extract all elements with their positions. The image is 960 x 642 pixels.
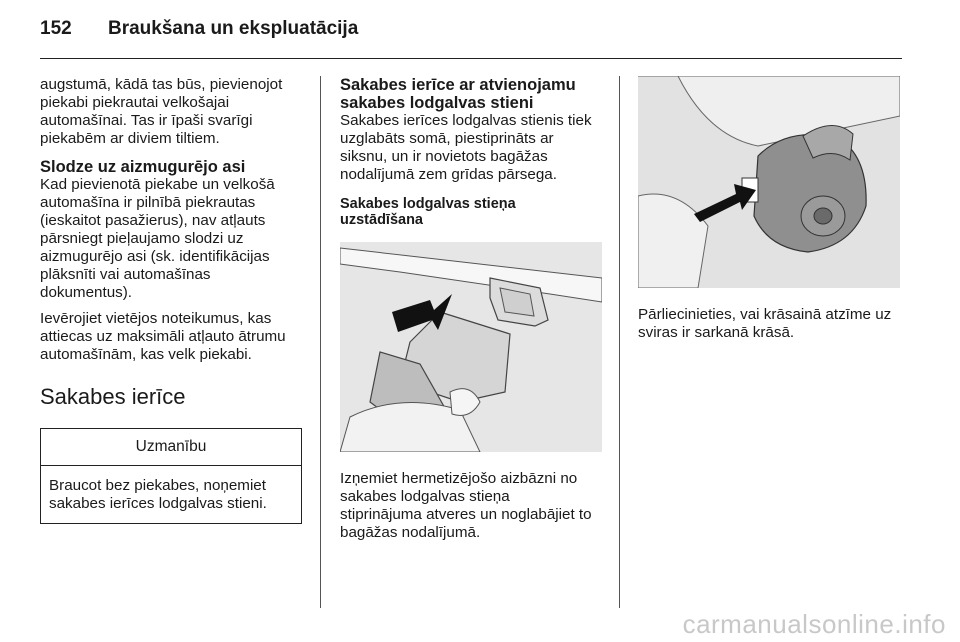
- column-divider: [619, 76, 620, 608]
- warning-text: Braucot bez piekabes, noņemiet sakabes ierīces lodgalvas stieni.: [49, 477, 267, 512]
- heading-detachable-ball-bar: Sakabes ierīce ar atvienojamu sakabes lodgalvas stieni: [340, 76, 576, 112]
- section-title: Sakabes ierīce: [40, 384, 186, 409]
- column-divider: [320, 76, 321, 608]
- figure-caption-remove-plug: Izņemiet hermetizējošo aizbāzni no sakabes lodgalvas stieņa stiprinājuma atveres un noglabājiet to bagāžas nodalījumā.: [340, 470, 592, 541]
- speed-paragraph: Ievērojiet vietējos noteikumus, kas attiecas uz maksimāli atļauto ātrumu automašīnām, kas velk piekabi.: [40, 310, 286, 363]
- page-number: 152: [40, 18, 72, 39]
- illustration-lever-mark: [638, 76, 900, 288]
- column-2: [340, 76, 602, 542]
- watermark: carmanualsonline.info: [682, 609, 946, 639]
- warning-title: Uzmanību: [41, 429, 301, 466]
- illustration-remove-plug: [340, 242, 602, 452]
- page-title: Braukšana un ekspluatācija: [108, 18, 359, 39]
- figure-caption-lever-mark: Pārliecinieties, vai krāsainā atzīme uz sviras ir sarkanā krāsā.: [638, 306, 892, 341]
- storage-paragraph: Sakabes ierīces lodgalvas stienis tiek uzglabāts somā, piestiprināts ar siksnu, un ir novietots bagāžas nodalījumā zem grīdas pārsega.: [340, 112, 592, 183]
- column-1: [40, 76, 302, 524]
- heading-rear-axle-load: Slodze uz aizmugurējo asi: [40, 158, 246, 176]
- intro-paragraph: augstumā, kādā tas būs, pievienojot piekabi piekrautai velkošajai automašīnai. Tas ir īpaši svarīgi piekabēm ar diviem tiltiem.: [40, 76, 283, 147]
- header-rule: [40, 58, 902, 59]
- subheading-installation: Sakabes lodgalvas stieņa uzstādīšana: [340, 196, 516, 228]
- axle-paragraph: Kad pievienotā piekabe un velkošā automašīna ir pilnībā piekrautas (ieskaitot pasažierus), nav atļauts pārsniegt pieļaujamo slodzi uz aizmugurējo asi (sk. identifikācijas plāksnīti vai automašīnas dokumentus).: [40, 176, 275, 301]
- page-header: [40, 18, 358, 40]
- column-3: [638, 76, 900, 342]
- warning-box: [40, 428, 302, 524]
